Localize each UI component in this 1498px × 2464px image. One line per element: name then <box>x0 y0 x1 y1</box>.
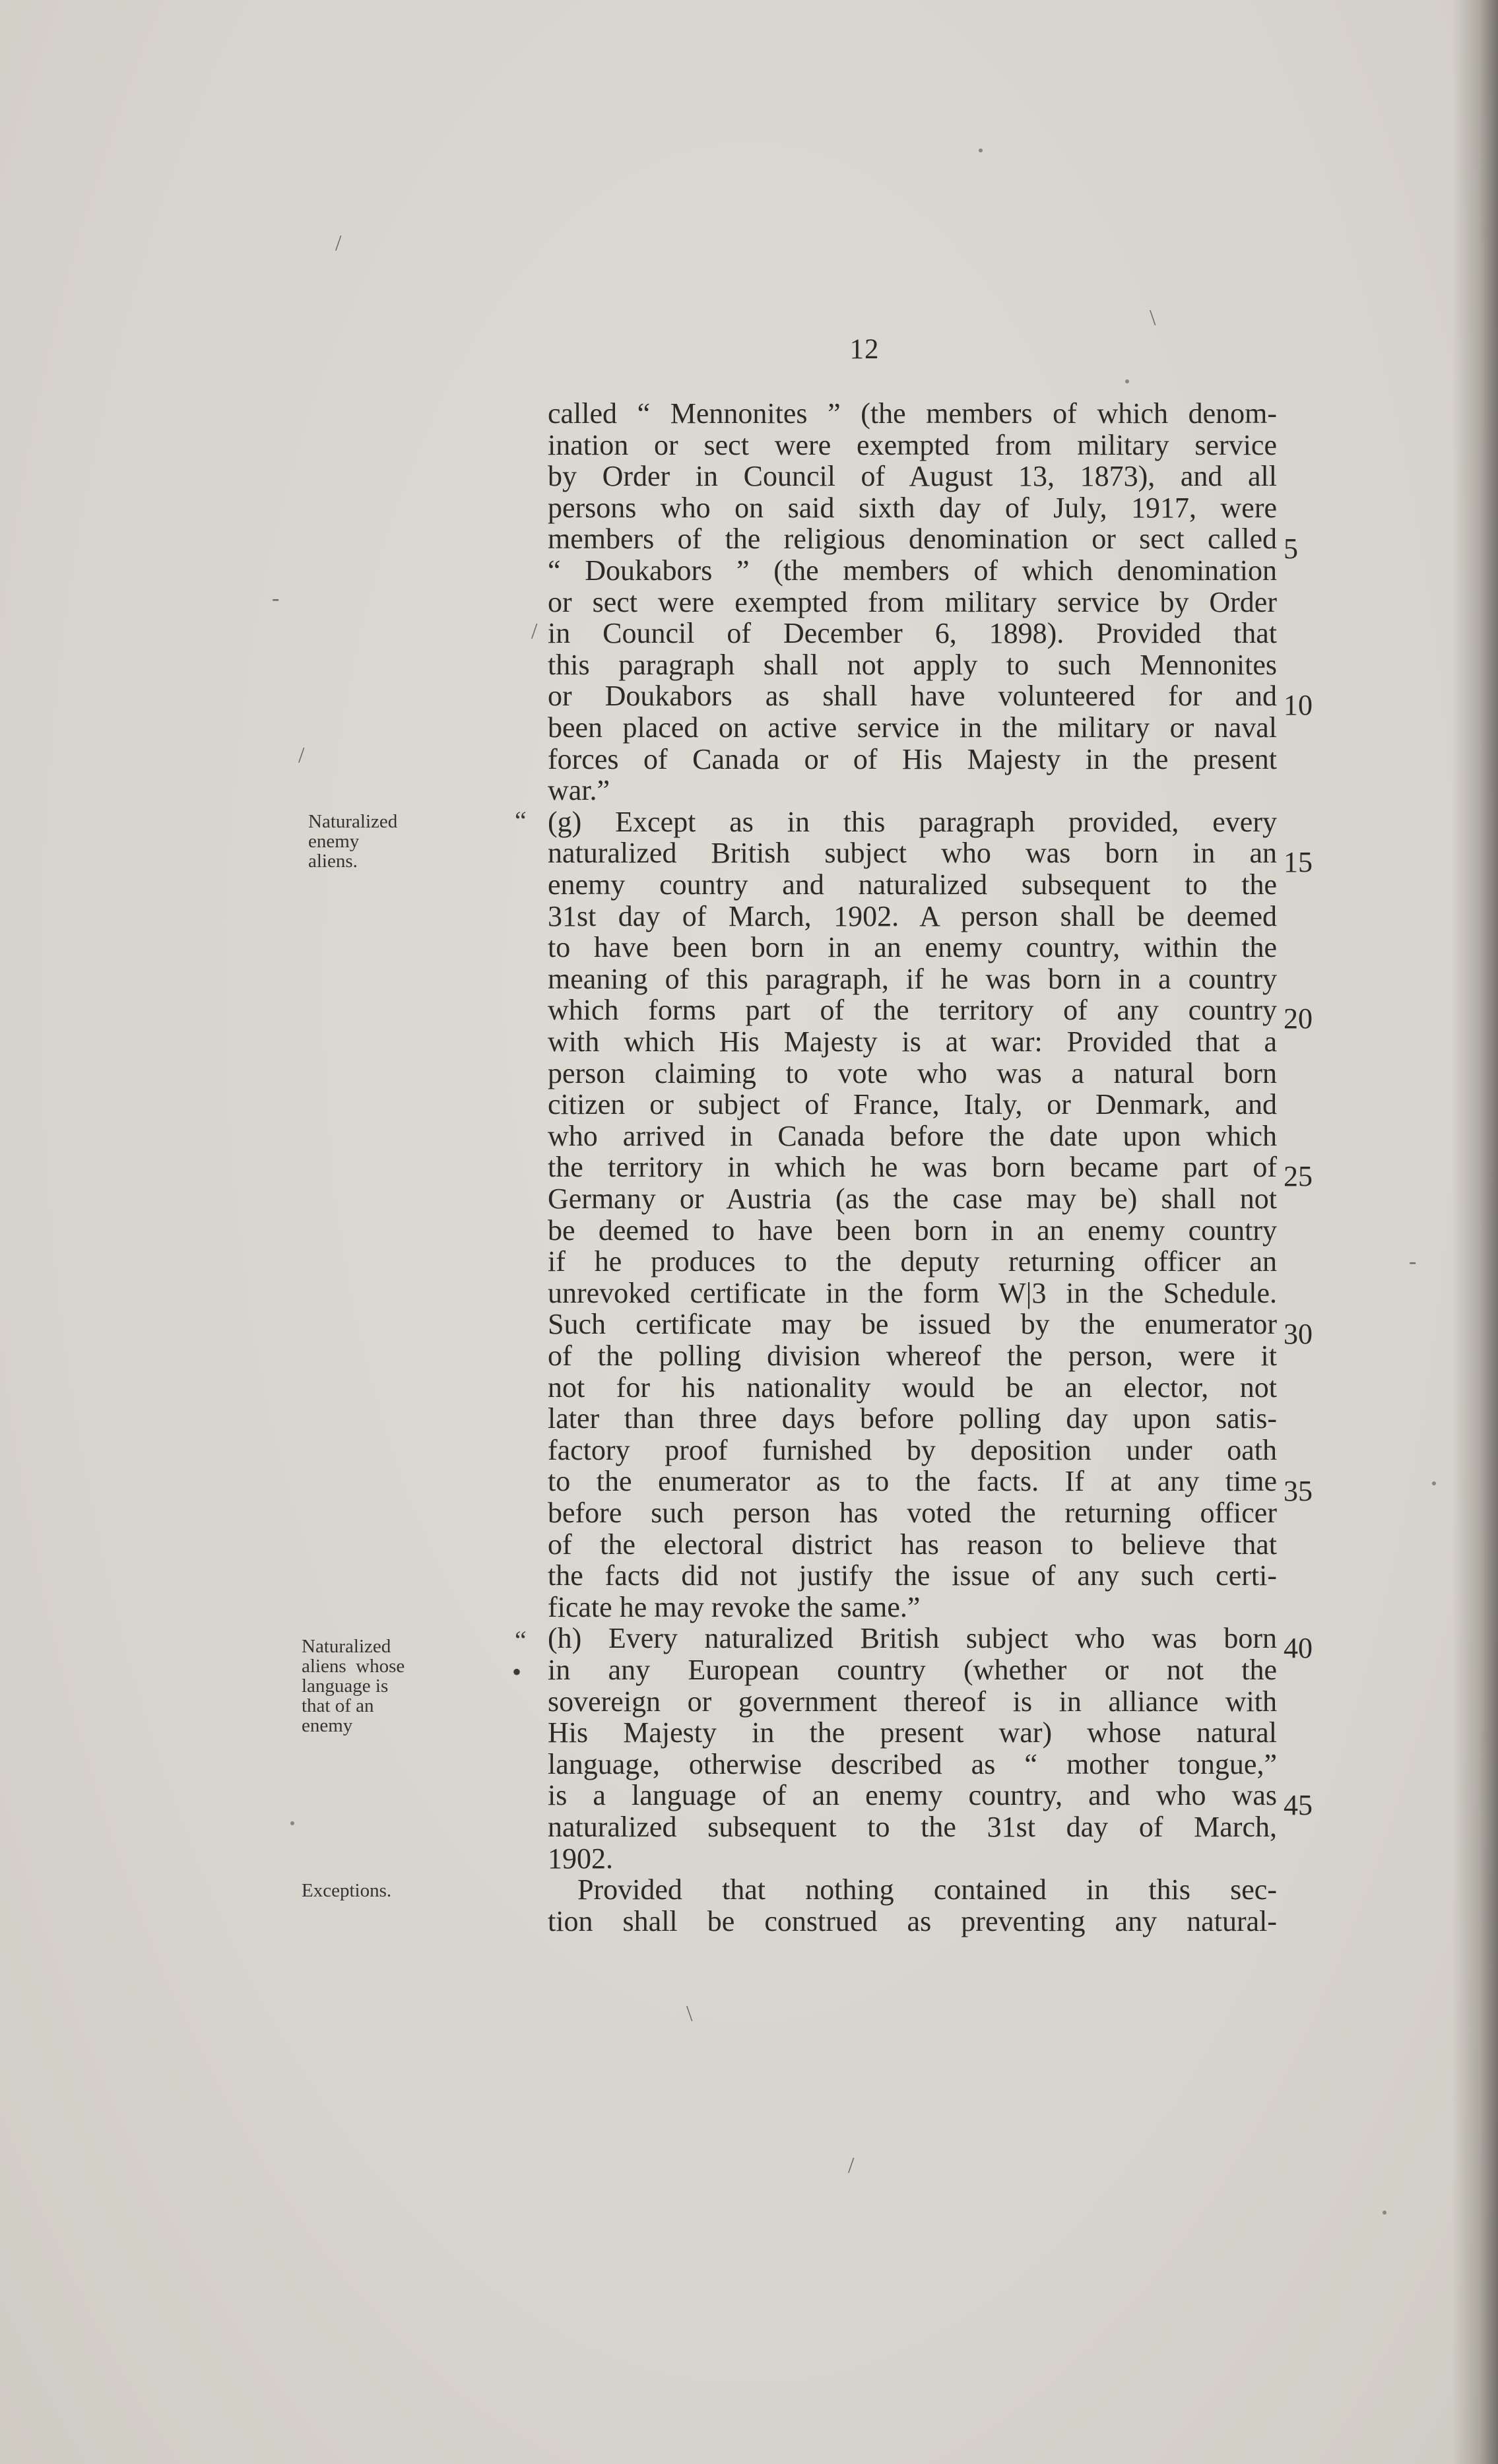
body-line: in any European country (whether or not the <box>548 1654 1277 1686</box>
body-line: the territory in which he was born became part of <box>548 1151 1277 1183</box>
body-line: to have been born in an enemy country, within the <box>548 931 1277 963</box>
body-line: if he produces to the deputy returning officer an <box>548 1245 1277 1278</box>
body-line: be deemed to have been born in an enemy country <box>548 1214 1277 1247</box>
scan-speck: \ <box>1150 306 1156 330</box>
margin-note-line: aliens whose <box>302 1656 405 1677</box>
line-number: 30 <box>1284 1318 1313 1350</box>
body-line: meaning of this paragraph, if he was born in a country <box>548 963 1277 995</box>
body-line: sovereign or government thereof is in alliance with <box>548 1685 1277 1718</box>
body-line: called “ Mennonites ” (the members of which denom- <box>548 397 1277 430</box>
scan-dot <box>1383 2211 1386 2215</box>
body-line: not for his nationality would be an elector, not <box>548 1371 1277 1404</box>
margin-note-line: Naturalized <box>308 811 398 832</box>
body-line: enemy country and naturalized subsequent to the <box>548 868 1277 901</box>
body-line: ficate he may revoke the same.” <box>548 1591 921 1623</box>
scan-speck: / <box>848 2153 855 2178</box>
body-line: later than three days before polling day upon satis- <box>548 1402 1277 1435</box>
opening-quote-mark: “ <box>515 806 527 835</box>
scan-speck: / <box>335 231 342 255</box>
body-line: language, otherwise described as “ mother tongue,” <box>548 1748 1277 1780</box>
body-line: tion shall be construed as preventing any natural- <box>548 1905 1277 1937</box>
line-number: 45 <box>1284 1789 1313 1821</box>
body-line: which forms part of the territory of any country <box>548 994 1277 1026</box>
scan-dot <box>1125 379 1129 383</box>
margin-note-line: enemy <box>308 831 360 852</box>
body-line: His Majesty in the present war) whose natural <box>548 1716 1277 1749</box>
bullet-mark: • <box>512 1657 522 1687</box>
scan-dot <box>1432 1481 1436 1485</box>
line-number: 5 <box>1284 533 1298 565</box>
body-line: this paragraph shall not apply to such Mennonites <box>548 649 1277 681</box>
scan-speck: \ <box>686 2001 693 2026</box>
body-line: factory proof furnished by deposition under oath <box>548 1434 1277 1466</box>
body-line: been placed on active service in the military or naval <box>548 711 1277 744</box>
line-number: 15 <box>1284 846 1313 878</box>
body-line: citizen or subject of France, Italy, or Denmark, and <box>548 1088 1277 1120</box>
margin-note-line: that of an <box>302 1695 374 1716</box>
body-line: of the polling division whereof the person, were it <box>548 1340 1277 1372</box>
body-line: naturalized British subject who was born in an <box>548 837 1277 869</box>
body-line: to the enumerator as to the facts. If at any time <box>548 1465 1277 1497</box>
body-line: ination or sect were exempted from military service <box>548 429 1277 461</box>
body-line: (g) Except as in this paragraph provided, every <box>548 806 1277 838</box>
margin-note-line: enemy <box>302 1715 353 1736</box>
body-line: by Order in Council of August 13, 1873), and all <box>548 460 1277 492</box>
scan-dot <box>979 148 983 152</box>
body-line: Germany or Austria (as the case may be) shall not <box>548 1183 1277 1215</box>
body-line: members of the religious denomination or sect called <box>548 523 1277 555</box>
scan-speck: - <box>272 586 280 610</box>
body-line: who arrived in Canada before the date upon which <box>548 1120 1277 1152</box>
margin-note-line: language is <box>302 1675 389 1697</box>
margin-note-line: aliens. <box>308 851 358 872</box>
body-line: or Doukabors as shall have volunteered for and <box>548 680 1277 712</box>
body-line: before such person has voted the returning officer <box>548 1497 1277 1529</box>
margin-note-exceptions <box>302 1881 391 1900</box>
body-line: forces of Canada or of His Majesty in the present <box>548 743 1277 775</box>
scan-dot <box>290 1821 294 1825</box>
body-line: or sect were exempted from military service by Order <box>548 586 1277 618</box>
body-line: Such certificate may be issued by the enumerator <box>548 1308 1277 1340</box>
line-number: 40 <box>1284 1632 1313 1664</box>
body-line: is a language of an enemy country, and who was <box>548 1779 1277 1811</box>
opening-quote-mark: “ <box>515 1625 527 1655</box>
margin-note-naturalized-enemy-aliens <box>308 812 397 871</box>
line-number: 35 <box>1284 1475 1313 1507</box>
margin-note-language-of-enemy <box>302 1637 405 1735</box>
page-number: 12 <box>849 334 880 365</box>
margin-note-line: Exceptions. <box>302 1880 392 1901</box>
scan-speck: - <box>1409 1249 1417 1274</box>
body-line: (h) Every naturalized British subject who was born <box>548 1622 1277 1654</box>
line-number: 20 <box>1284 1002 1313 1035</box>
line-number: 25 <box>1284 1160 1313 1192</box>
body-line: naturalized subsequent to the 31st day of March, <box>548 1811 1277 1843</box>
line-number: 10 <box>1284 689 1313 721</box>
body-line: with which His Majesty is at war: Provided that a <box>548 1025 1277 1058</box>
body-line: Provided that nothing contained in this sec- <box>577 1873 1277 1906</box>
body-line: the facts did not justify the issue of any such certi- <box>548 1559 1277 1592</box>
body-line: “ Doukabors ” (the members of which denomination <box>548 554 1277 587</box>
body-line: of the electoral district has reason to believe that <box>548 1528 1277 1561</box>
body-line: person claiming to vote who was a natural born <box>548 1057 1277 1089</box>
page-edge-shadow <box>1452 0 1498 2464</box>
body-line: persons who on said sixth day of July, 1917, were <box>548 492 1277 524</box>
body-line: unrevoked certificate in the form W|3 in the Schedule. <box>548 1277 1277 1309</box>
scan-speck: / <box>531 619 538 643</box>
body-line: 31st day of March, 1902. A person shall be deemed <box>548 900 1277 932</box>
body-line: war.” <box>548 774 610 806</box>
margin-note-line: Naturalized <box>302 1636 391 1657</box>
body-line: in Council of December 6, 1898). Provided that <box>548 617 1277 649</box>
body-line: 1902. <box>548 1842 613 1875</box>
scan-speck: / <box>298 743 305 767</box>
